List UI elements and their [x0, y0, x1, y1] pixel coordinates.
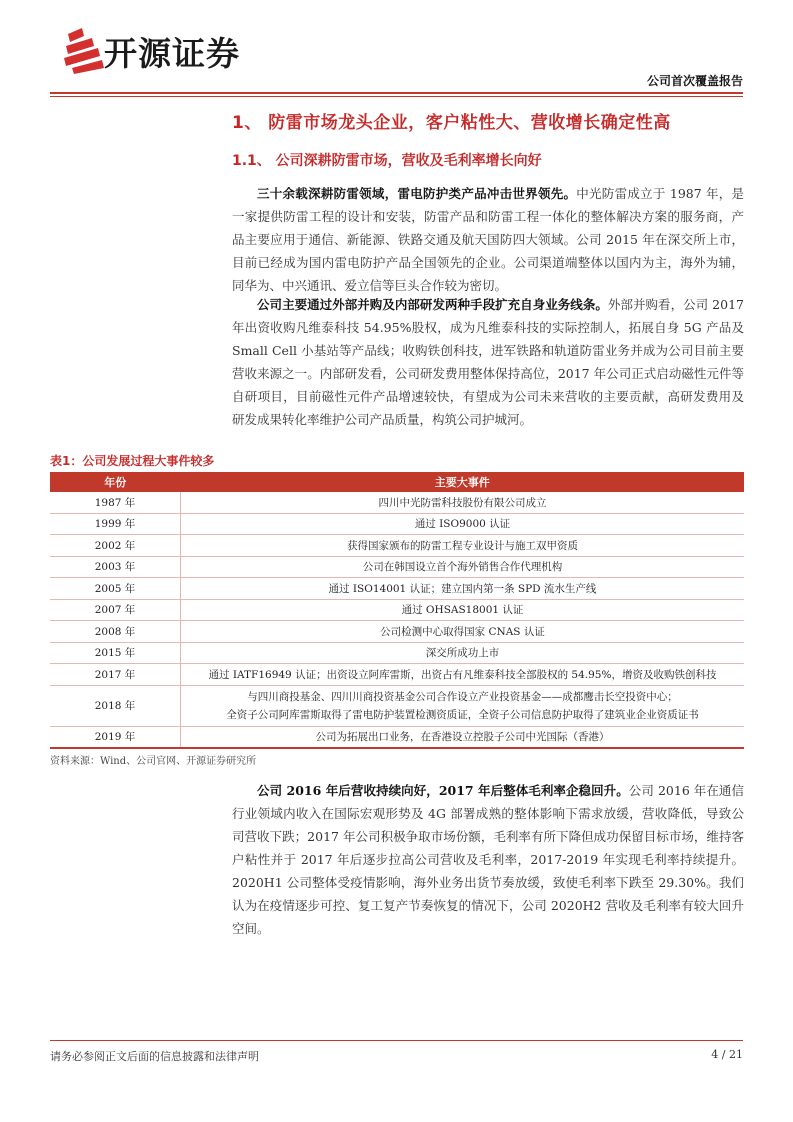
- year-cell: 1987 年: [50, 492, 181, 513]
- section-heading: 1、 防雷市场龙头企业，客户粘性大、营收增长确定性高: [232, 113, 671, 133]
- event-cell: 通过 IATF16949 认证；出资设立阿库雷斯，出资占有凡维泰科技全部股权的 54.95%，增资及收购铁创科技: [181, 664, 745, 686]
- year-cell: 2017 年: [50, 664, 181, 686]
- table-row: [50, 642, 744, 664]
- event-cell: 公司为拓展出口业务，在香港设立控股子公司中光国际（香港）: [181, 726, 745, 748]
- footer-disclaimer: 请务必参阅正文后面的信息披露和法律声明: [50, 1050, 259, 1063]
- page-number: 4 / 21: [711, 1048, 743, 1061]
- paragraph-3-lead: 公司 2016 年后营收持续向好，2017 年后整体毛利率企稳回升。: [257, 783, 629, 798]
- column-header-events: 主要大事件: [181, 472, 745, 492]
- footer-rule: [50, 1040, 743, 1041]
- year-cell: 2015 年: [50, 642, 181, 664]
- year-cell: 2007 年: [50, 599, 181, 621]
- paragraph-3-body: 公司 2016 年在通信行业领域内收入在国际宏观形势及 4G 部署成熟的整体影响下需求放缓，营收降低，导致公司营收下跌；2017 年公司积极争取市场份额，毛利率有所下降但成功保留目标市场，维持客户粘性并于 2017 年后逐步拉高公司营收及毛利率，2017-2019 年实现毛利率持续提升。2020H1 公司整体受疫情影响，海外业务出货节奏放缓，致使毛利率下跌至 29.30%。我们认为在疫情逐步可控、复工复产节奏恢复的情况下，公司 2020H2 营收及毛利率有较大回升空间。: [232, 783, 744, 936]
- paragraph-3: [232, 779, 744, 940]
- table-source: 资料来源：Wind、公司官网、开源证券研究所: [50, 756, 257, 767]
- event-cell: [181, 685, 745, 726]
- year-cell: 2002 年: [50, 535, 181, 557]
- table-row: [50, 599, 744, 621]
- table-row: [50, 556, 744, 578]
- paragraph-1-lead: 三十余载深耕防雷领域，雷电防护类产品冲击世界领先。: [257, 186, 577, 201]
- table-row: [50, 513, 744, 535]
- column-header-year: 年份: [50, 472, 181, 492]
- event-cell: 深交所成功上市: [181, 642, 745, 664]
- event-line: 全资子公司阿库雷斯取得了雷电防护装置检测资质证，全资子公司信息防护取得了建筑业企业资质证书: [226, 708, 699, 721]
- header-rule-thin: [50, 96, 743, 97]
- year-cell: 2003 年: [50, 556, 181, 578]
- events-table: [50, 472, 744, 749]
- table-header-row: [50, 472, 744, 492]
- paragraph-1: [232, 182, 744, 297]
- table-title: 表1：公司发展过程大事件较多: [50, 454, 215, 468]
- brand-name: 开源证券: [104, 34, 240, 73]
- event-cell: 通过 ISO9000 认证: [181, 513, 745, 535]
- year-cell: 2008 年: [50, 621, 181, 643]
- brand-logo-icon: [62, 26, 106, 74]
- paragraph-2-lead: 公司主要通过外部并购及内部研发两种手段扩充自身业务线条。: [257, 297, 608, 312]
- table-row: [50, 492, 744, 513]
- table-row: [50, 664, 744, 686]
- table-row: [50, 685, 744, 726]
- table-row: [50, 621, 744, 643]
- paragraph-2: [232, 293, 744, 431]
- report-type: 公司首次覆盖报告: [646, 74, 743, 88]
- event-cell: 四川中光防雷科技股份有限公司成立: [181, 492, 745, 513]
- event-cell: 通过 OHSAS18001 认证: [181, 599, 745, 621]
- header-rule: [50, 92, 743, 94]
- paragraph-2-body: 外部并购看，公司 2017 年出资收购凡维泰科技 54.95%股权，成为凡维泰科技的实际控制人，拓展自身 5G 产品及 Small Cell 小基站等产品线；收购铁创科技，进军铁路和轨道防雷业务并成为公司目前主要营收来源之一。内部研发看，公司研发费用整体保持高位，2017 年公司正式启动磁性元件等自研项目，目前磁性元件产品增速较快，有望成为公司未来营收的主要贡献，高研发费用及研发成果转化率维护公司产品质量，构筑公司护城河。: [232, 297, 744, 427]
- event-line: 与四川商投基金、四川川商投资基金公司合作设立产业投资基金——成都鹰击长空投资中心；: [247, 690, 678, 703]
- year-cell: 2005 年: [50, 578, 181, 600]
- event-cell: 公司在韩国设立首个海外销售合作代理机构: [181, 556, 745, 578]
- year-cell: 2019 年: [50, 726, 181, 748]
- subsection-heading: 1.1、 公司深耕防雷市场，营收及毛利率增长向好: [232, 153, 542, 169]
- year-cell: 2018 年: [50, 685, 181, 726]
- table-row: [50, 535, 744, 557]
- event-cell: 通过 ISO14001 认证；建立国内第一条 SPD 流水生产线: [181, 578, 745, 600]
- table-row: [50, 726, 744, 748]
- event-cell: 公司检测中心取得国家 CNAS 认证: [181, 621, 745, 643]
- year-cell: 1999 年: [50, 513, 181, 535]
- event-cell: 获得国家颁布的防雷工程专业设计与施工双甲资质: [181, 535, 745, 557]
- paragraph-1-body: 中光防雷成立于 1987 年，是一家提供防雷工程的设计和安装，防雷产品和防雷工程一体化的整体解决方案的服务商，产品主要应用于通信、新能源、铁路交通及航天国防四大领域。公司 2015 年在深交所上市，目前已经成为国内雷电防护产品全国领先的企业。公司渠道端整体以国内为主，海外为辅，同华为、中兴通讯、爱立信等巨头合作较为密切。: [232, 186, 744, 293]
- table-row: [50, 578, 744, 600]
